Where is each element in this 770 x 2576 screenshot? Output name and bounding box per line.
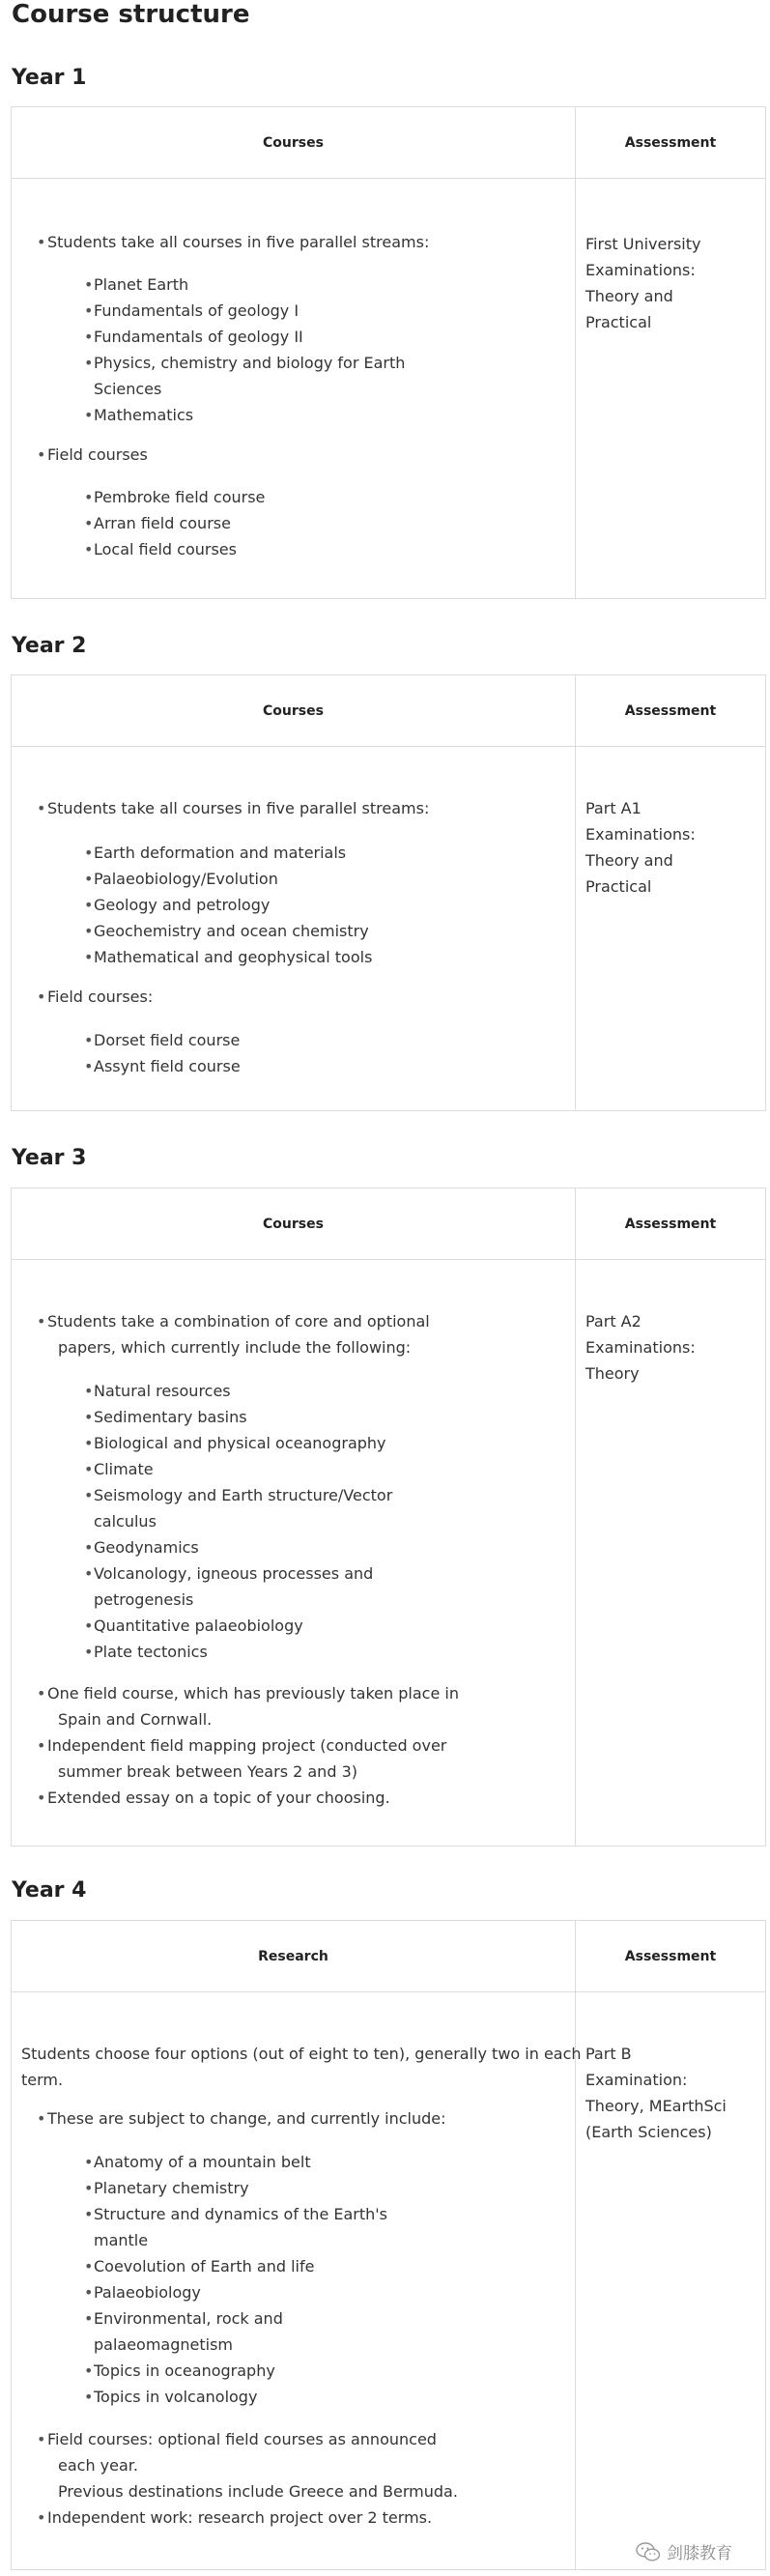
list-item: • Pembroke field course [94,484,265,510]
list-item: • Field courses: optional field courses as announced [47,2426,437,2452]
list-item-continued: palaeomagnetism [94,2335,234,2354]
year-4-table [11,1920,766,2570]
list-item: • Local field courses [94,536,237,562]
list-item: • Mathematics [94,402,193,428]
table-header [12,107,765,179]
assessment-text: Part B Examination: Theory, MEarthSci (Earth Sciences) [585,2045,727,2141]
list-item: • Planet Earth [94,272,188,298]
list-item: • One field course, which has previously taken place in [47,1680,459,1706]
table-body [12,747,765,1110]
column-header-courses: Courses [12,1188,576,1259]
table-body [12,179,765,598]
list-item-continued: each year. [58,2456,138,2475]
list-item: • Sedimentary basins [94,1404,247,1430]
assessment-text: Part A2 Examinations: Theory [585,1312,696,1383]
list-item: • Biological and physical oceanography [94,1430,386,1456]
assessment-cell [576,1260,765,1846]
list-item: • Natural resources [94,1378,231,1404]
watermark [636,2539,732,2563]
assessment-cell [576,747,765,1110]
list-item-continued: summer break between Years 2 and 3) [58,1762,357,1781]
list-item: • Independent work: research project over 2 terms. [47,2504,432,2531]
list-item: • Palaeobiology/Evolution [94,866,278,892]
column-header-assessment: Assessment [624,1948,717,1964]
list-item: • Palaeobiology [94,2279,201,2305]
assessment-cell [576,1992,765,2569]
list-item: • Quantitative palaeobiology [94,1613,303,1639]
list-item: • Planetary chemistry [94,2175,249,2201]
year-3-table [11,1188,766,1846]
list-item: • Dorset field course [94,1027,240,1053]
list-item: • Geology and petrology [94,892,270,918]
intro-text: Students choose four options (out of eight to ten), generally two in each [21,2045,582,2063]
courses-cell [12,1260,576,1846]
list-item: • Volcanology, igneous processes and [94,1560,373,1587]
column-header-courses: Courses [12,107,576,178]
table-header [12,1188,765,1260]
list-item: • Mathematical and geophysical tools [94,944,372,970]
assessment-cell [576,179,765,598]
list-item: • Field courses: [47,984,153,1010]
wechat-icon [636,2542,661,2562]
list-item: • Physics, chemistry and biology for Earth [94,350,405,376]
list-item: • Arran field course [94,510,231,536]
list-item-continued: Spain and Cornwall. [58,1710,213,1729]
column-header-research: Research [12,1921,576,1991]
list-item-continued: mantle [94,2231,149,2249]
year-4-heading: Year 4 [12,1878,87,1903]
table-header [12,675,765,747]
list-item: • Topics in oceanography [94,2358,275,2384]
list-item: • Fundamentals of geology II [94,324,303,350]
list-item: • Earth deformation and materials [94,840,346,866]
column-header-assessment: Assessment [624,702,717,719]
column-header-assessment: Assessment [624,1216,717,1232]
list-item: • Students take all courses in five parallel streams: [47,795,429,821]
list-item: • Climate [94,1456,154,1482]
courses-cell [12,179,576,598]
list-item: • Coevolution of Earth and life [94,2253,314,2279]
list-item: • Geodynamics [94,1534,199,1560]
watermark-text: 剑膝教育 [667,2544,732,2563]
assessment-text: First University Examinations: Theory and Practical [585,235,701,331]
list-item: • Students take a combination of core and optional [47,1308,430,1334]
intro-text-continued: term. [21,2071,64,2089]
list-item: • These are subject to change, and currently include: [47,2105,446,2132]
list-item: • Students take all courses in five parallel streams: [47,229,429,255]
table-header [12,1921,765,1992]
table-body [12,1992,765,2569]
research-cell [12,1992,582,2569]
column-header-courses: Courses [12,675,576,746]
list-item: • Seismology and Earth structure/Vector [94,1482,392,1508]
list-item: • Plate tectonics [94,1639,208,1665]
year-2-heading: Year 2 [12,634,87,658]
list-item: • Fundamentals of geology I [94,298,299,324]
list-item: • Independent field mapping project (conducted over [47,1732,446,1759]
list-item: • Field courses [47,442,148,468]
list-item: • Extended essay on a topic of your choosing. [47,1785,390,1811]
list-item: • Environmental, rock and [94,2305,283,2332]
table-body [12,1260,765,1846]
year-3-heading: Year 3 [12,1146,87,1170]
list-item-continued: papers, which currently include the following: [58,1338,412,1357]
column-header-assessment: Assessment [624,134,717,151]
list-item: • Geochemistry and ocean chemistry [94,918,369,944]
list-item: • Structure and dynamics of the Earth's [94,2201,387,2227]
year-2-table [11,674,766,1111]
assessment-text: Part A1 Examinations: Theory and Practical [585,799,696,896]
list-item-continued: Previous destinations include Greece and Bermuda. [58,2482,458,2501]
list-item: • Topics in volcanology [94,2384,257,2410]
list-item-continued: Sciences [94,380,162,398]
courses-cell [12,747,576,1110]
list-item-continued: petrogenesis [94,1590,194,1609]
year-1-table [11,106,766,599]
list-item: • Anatomy of a mountain belt [94,2149,311,2175]
year-1-heading: Year 1 [12,66,87,90]
page-title: Course structure [12,0,250,29]
list-item-continued: calculus [94,1512,157,1531]
list-item: • Assynt field course [94,1053,241,1079]
